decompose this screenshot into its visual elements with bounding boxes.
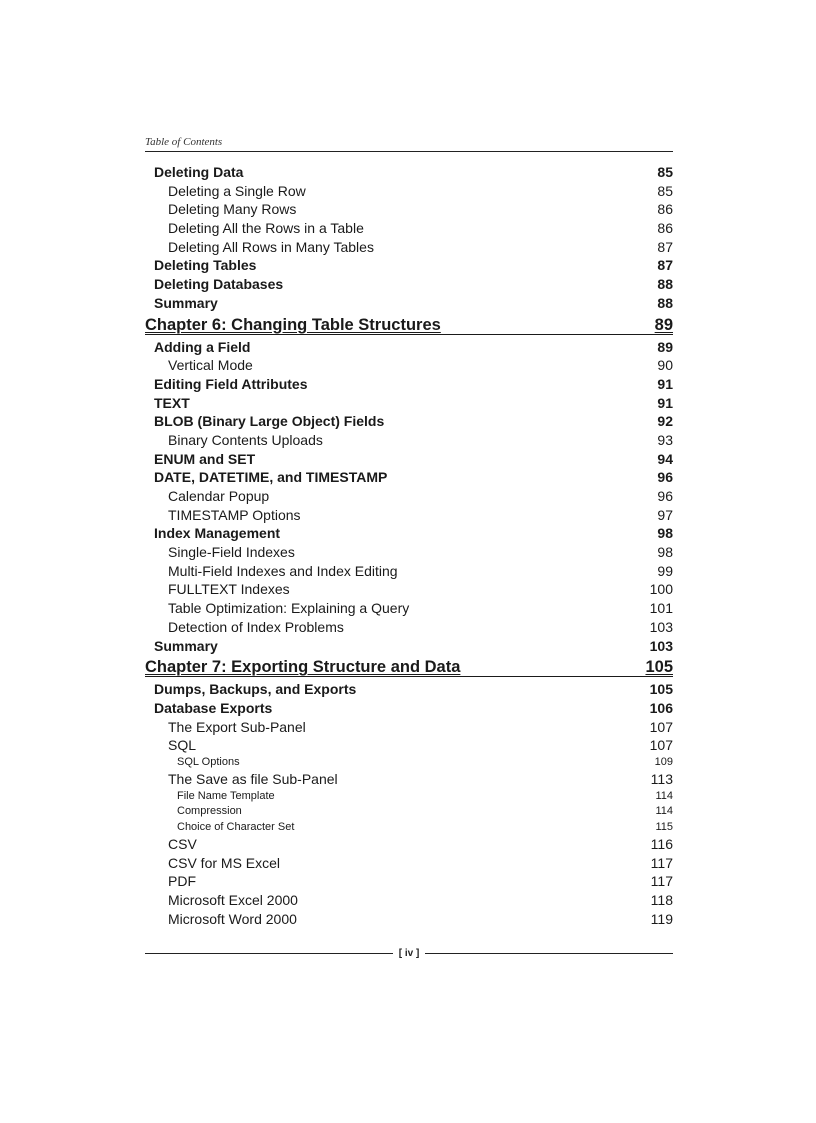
toc-section-entry[interactable]	[145, 338, 673, 357]
toc-entry-page-number: 105	[649, 681, 673, 698]
toc-entry-title: Compression	[177, 805, 242, 818]
toc-subsection-entry[interactable]	[145, 770, 673, 789]
toc-section-entry[interactable]	[145, 680, 673, 699]
footer-rule-left	[145, 953, 393, 954]
toc-entry-title: FULLTEXT Indexes	[168, 581, 290, 598]
toc-subsection-entry[interactable]	[145, 580, 673, 599]
toc-entry-title: Calendar Popup	[168, 488, 270, 504]
toc-section-entry[interactable]	[145, 294, 673, 313]
toc-entry-page-number: 97	[657, 506, 673, 523]
toc-entry-page-number: 89	[654, 315, 673, 334]
toc-entry-title: Deleting All Rows in Many Tables	[168, 238, 374, 255]
toc-section-entry[interactable]	[145, 275, 673, 294]
toc-subsection-entry[interactable]	[145, 618, 673, 637]
page-number: [ iv ]	[398, 947, 420, 959]
toc-entry-title: BLOB (Binary Large Object) Fields	[154, 413, 385, 430]
toc-entry-title: CSV	[168, 835, 197, 852]
toc-entry-page-number: 93	[657, 431, 673, 448]
toc-entry-page-number: 117	[650, 873, 673, 890]
toc-entry-page-number: 115	[655, 820, 673, 833]
toc-entry-page-number: 87	[657, 238, 673, 255]
toc-subsection-entry[interactable]	[145, 506, 673, 525]
toc-entry-title: Deleting Tables	[154, 257, 257, 274]
toc-section-entry[interactable]	[145, 412, 673, 431]
toc-entry-title: File Name Template	[177, 789, 275, 802]
toc-section-entry[interactable]	[145, 163, 673, 182]
toc-entry-title: Summary	[154, 294, 218, 311]
toc-entry-title: Database Exports	[154, 699, 273, 716]
toc-subsection-entry[interactable]	[145, 835, 673, 854]
toc-entry-title: Choice of Character Set	[177, 820, 295, 833]
toc-section-entry[interactable]	[145, 375, 673, 394]
toc-entry-title: Deleting a Single Row	[168, 182, 306, 199]
toc-section-entry[interactable]	[145, 468, 673, 487]
toc-entry-page-number: 96	[657, 469, 673, 486]
toc-entry-page-number: 85	[657, 182, 673, 199]
toc-subsection-entry[interactable]	[145, 854, 673, 873]
toc-entry-title: Multi-Field Indexes and Index Editing	[168, 562, 398, 579]
page-footer	[145, 945, 673, 961]
toc-subsection-entry[interactable]	[145, 543, 673, 562]
toc-entry-page-number: 98	[657, 525, 673, 542]
toc-entry-title: The Export Sub-Panel	[168, 718, 306, 735]
toc-section-entry[interactable]	[145, 450, 673, 469]
toc-entry-title: Summary	[154, 637, 218, 654]
toc-subsection-entry[interactable]	[145, 487, 673, 506]
toc-entry-page-number: 119	[650, 910, 673, 927]
toc-entry-title: Vertical Mode	[168, 357, 253, 374]
toc-entry-page-number: 98	[657, 544, 673, 561]
toc-entry-title: Adding a Field	[154, 338, 251, 355]
toc-entry-page-number: 96	[657, 488, 673, 504]
toc-entry-page-number: 114	[655, 789, 673, 802]
toc-entry-page-number: 101	[649, 600, 673, 617]
toc-entry-title: Chapter 7: Exporting Structure and Data	[145, 658, 461, 677]
toc-entry-page-number: 91	[657, 375, 673, 392]
toc-entry-page-number: 114	[655, 805, 673, 818]
toc-entry-page-number: 105	[645, 658, 673, 677]
toc-entry-title: Index Management	[154, 525, 281, 542]
toc-entry-page-number: 94	[657, 450, 673, 467]
toc-subsubsection-entry[interactable]	[145, 789, 673, 804]
toc-subsection-entry[interactable]	[145, 718, 673, 737]
toc-entry-title: Editing Field Attributes	[154, 375, 308, 392]
running-title: Table of Contents	[145, 136, 223, 148]
toc-entry-title: ENUM and SET	[154, 450, 256, 467]
toc-section-entry[interactable]	[145, 256, 673, 275]
toc-subsection-entry[interactable]	[145, 200, 673, 219]
toc-entry-title: Deleting Data	[154, 164, 244, 180]
toc-entry-page-number: 109	[654, 755, 673, 768]
toc-entry-page-number: 116	[650, 835, 673, 852]
toc-entry-title: TIMESTAMP Options	[168, 506, 301, 523]
toc-entry-page-number: 89	[657, 338, 673, 355]
toc-subsection-entry[interactable]	[145, 599, 673, 618]
toc-entry-title: PDF	[168, 873, 196, 890]
toc-entry-title: The Save as file Sub-Panel	[168, 771, 338, 788]
toc-subsection-entry[interactable]	[145, 238, 673, 257]
toc-entry-page-number: 88	[657, 294, 673, 311]
toc-entry-title: Deleting All the Rows in a Table	[168, 220, 364, 237]
toc-subsubsection-entry[interactable]	[145, 804, 673, 819]
toc-subsection-entry[interactable]	[145, 562, 673, 581]
toc-entry-page-number: 85	[657, 164, 673, 180]
toc-entry-title: SQL Options	[177, 755, 240, 768]
toc-entry-page-number: 100	[649, 581, 673, 598]
toc-entry-title: SQL	[168, 737, 197, 754]
toc-subsection-entry[interactable]	[145, 356, 673, 375]
toc-entry-page-number: 117	[650, 854, 673, 871]
toc-entry-page-number: 103	[649, 637, 673, 654]
toc-entry-title: Microsoft Word 2000	[168, 910, 297, 927]
toc-entry-page-number: 107	[649, 737, 673, 754]
footer-rule-right	[425, 953, 673, 954]
toc-chapter-entry[interactable]	[145, 655, 673, 680]
toc-section-entry[interactable]	[145, 524, 673, 543]
toc-chapter-entry[interactable]	[145, 313, 673, 338]
toc-entry-title: Table Optimization: Explaining a Query	[168, 600, 410, 617]
toc-subsection-entry[interactable]	[145, 910, 673, 929]
toc-subsection-entry[interactable]	[145, 182, 673, 201]
toc-section-entry[interactable]	[145, 637, 673, 656]
toc-entry-title: DATE, DATETIME, and TIMESTAMP	[154, 469, 388, 486]
toc-entry-page-number: 87	[657, 257, 673, 274]
toc-subsubsection-entry[interactable]	[145, 820, 673, 835]
toc-entry-page-number: 92	[657, 413, 673, 430]
toc-subsection-entry[interactable]	[145, 736, 673, 755]
toc-entry-title: CSV for MS Excel	[168, 854, 281, 871]
toc-entry-page-number: 91	[657, 394, 673, 411]
table-of-contents	[145, 163, 673, 928]
toc-entry-title: Single-Field Indexes	[168, 544, 295, 561]
toc-entry-title: Binary Contents Uploads	[168, 431, 323, 448]
toc-entry-page-number: 86	[657, 201, 673, 218]
toc-subsection-entry[interactable]	[145, 431, 673, 450]
toc-subsection-entry[interactable]	[145, 872, 673, 891]
toc-entry-title: Detection of Index Problems	[168, 618, 344, 635]
toc-subsubsection-entry[interactable]	[145, 755, 673, 770]
toc-entry-title: Microsoft Excel 2000	[168, 891, 298, 908]
toc-entry-title: Deleting Many Rows	[168, 201, 297, 218]
toc-subsection-entry[interactable]	[145, 891, 673, 910]
toc-entry-page-number: 90	[657, 357, 673, 374]
toc-subsection-entry[interactable]	[145, 219, 673, 238]
toc-entry-title: TEXT	[154, 394, 190, 411]
toc-entry-page-number: 107	[649, 718, 673, 735]
toc-entry-title: Dumps, Backups, and Exports	[154, 681, 357, 698]
toc-entry-page-number: 118	[650, 891, 673, 908]
toc-entry-page-number: 86	[657, 220, 673, 237]
toc-entry-page-number: 88	[657, 276, 673, 293]
toc-entry-page-number: 113	[650, 771, 673, 788]
toc-section-entry[interactable]	[145, 699, 673, 718]
toc-entry-page-number: 103	[649, 618, 673, 635]
toc-entry-page-number: 99	[657, 562, 673, 579]
running-header	[145, 136, 673, 152]
toc-entry-title: Deleting Databases	[154, 276, 284, 293]
toc-entry-title: Chapter 6: Changing Table Structures	[145, 315, 441, 334]
toc-entry-page-number: 106	[649, 699, 673, 716]
toc-section-entry[interactable]	[145, 394, 673, 413]
